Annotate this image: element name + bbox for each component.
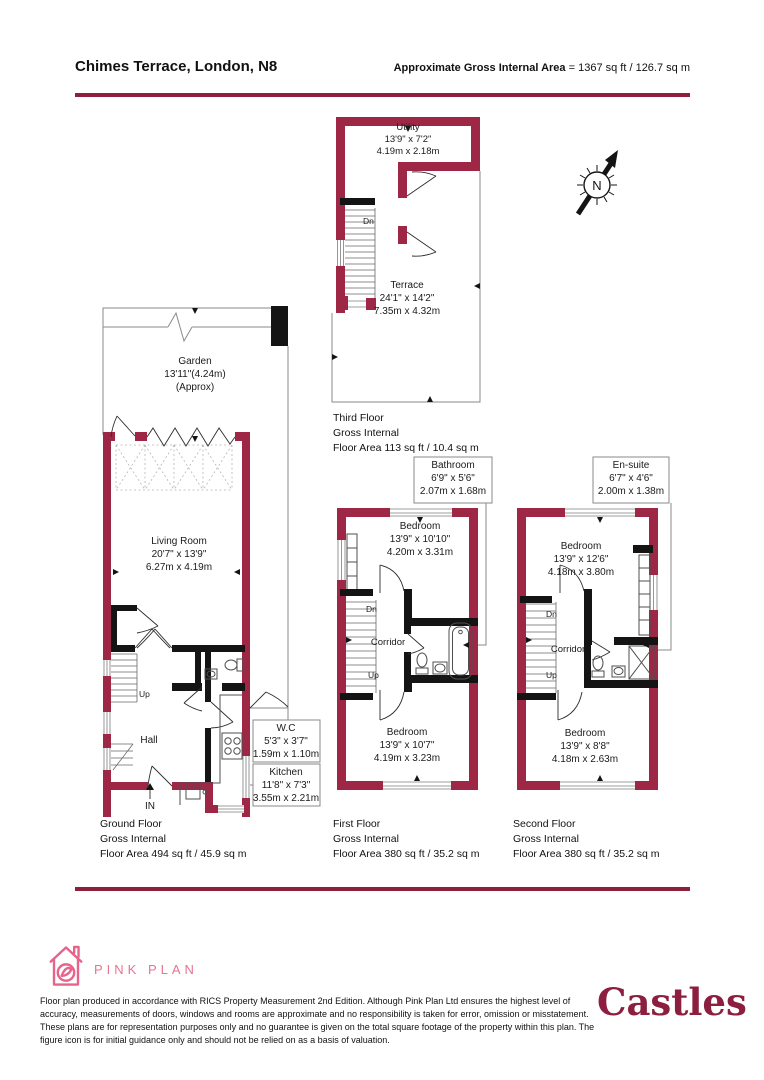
bedroom-front-first-label: Bedroom 13'9" x 10'10" 4.20m x 3.31m [386, 521, 454, 558]
house-leaf-icon [51, 947, 82, 985]
toilet-icon [416, 653, 428, 674]
bedroom-back-second-label: Bedroom 13'9" x 8'8" 4.18m x 2.63m [551, 728, 619, 765]
stairs-up-label: Up [368, 670, 379, 680]
garden-label: Garden 13'11"(4.24m) (Approx) [164, 356, 226, 393]
corridor-second-label: Corridor [550, 644, 586, 655]
bifold-doors [147, 428, 235, 446]
stairs-up-label: Up [139, 689, 150, 699]
decking-hatch [116, 445, 232, 490]
toilet-icon [225, 659, 243, 671]
hall-label: Hall [140, 735, 158, 746]
break-line [168, 313, 192, 341]
third-floor-caption: Third Floor Gross Internal Floor Area 113 sq ft / 10.4 sq m [333, 412, 479, 454]
ground-floor-caption: Ground Floor Gross Internal Floor Area 494 sq ft / 45.9 sq m [100, 818, 247, 860]
sink-icon [612, 666, 625, 677]
area-label: Approximate Gross Internal Area [393, 62, 566, 74]
windows [103, 660, 250, 813]
wardrobe [347, 534, 357, 590]
ensuite-label: En-suite 6'7" x 4'6" 2.00m x 1.38m [597, 460, 665, 497]
utility-label: Utility 13'9" x 7'2" 4.19m x 2.18m [376, 122, 440, 157]
stairs-down-label: Dn [363, 216, 374, 226]
third-floor-plan [332, 117, 480, 402]
kitchen-label: Kitchen 11'8" x 7'3" 3.55m x 2.21m [252, 767, 320, 804]
bathtub-icon [449, 623, 472, 679]
stairs-down-label: Dn [366, 604, 377, 614]
second-floor-caption: Second Floor Gross Internal Floor Area 380 sq ft / 35.2 sq m [513, 818, 660, 860]
stairs-up-label: Up [546, 670, 557, 680]
staircase [111, 654, 137, 770]
compass-north-label: N [592, 178, 602, 193]
bedroom-front-second-label: Bedroom 13'9" x 12'6" 4.18m x 3.80m [547, 541, 615, 578]
bathroom-label: Bathroom 6'9" x 5'6" 2.07m x 1.68m [419, 460, 487, 497]
area-value: = 1367 sq ft / 126.7 sq m [568, 62, 690, 74]
footer-divider [75, 887, 690, 891]
living-room-label: Living Room 20'7" x 13'9" 6.27m x 4.19m [145, 536, 213, 573]
disclaimer-text: Floor plan produced in accordance with RICS Property Measurement 2nd Edition. Although Pink Plan Ltd ensures the highest level of accuracy, measurements of doors, windows and rooms are approximate and no responsibility is taken for error, omission or misstatement. These plans are for representation purposes only and no guarantee is given on the total square footage of the property within this plan. The figure icon is for initial guidance only and should not be relied on as a basis of valuation. [40, 996, 595, 1045]
wardrobe [639, 555, 650, 635]
corridor-first-label: Corridor [370, 637, 406, 648]
header-rule [75, 93, 690, 97]
castles-logo: Castles [597, 980, 747, 1024]
pink-plan-wordmark: PINK PLAN [94, 962, 198, 977]
bedroom-back-first-label: Bedroom 13'9" x 10'7" 4.19m x 3.23m [373, 727, 441, 764]
toilet-icon [592, 656, 604, 677]
sink-icon [433, 662, 447, 674]
wc-label: W.C 5'3" x 3'7" 1.59m x 1.10m [252, 723, 320, 760]
stairs-down-label: Dn [546, 609, 557, 619]
terrace-label: Terrace 24'1" x 14'2" 7.35m x 4.32m [373, 280, 441, 317]
gross-internal-area [394, 62, 690, 74]
first-floor-caption: First Floor Gross Internal Floor Area 380 sq ft / 35.2 sq m [333, 818, 480, 860]
entrance-label: IN [145, 801, 155, 812]
page-title: Chimes Terrace, London, N8 [75, 58, 278, 75]
garden-structure [271, 306, 288, 346]
pink-plan-logo [44, 942, 88, 990]
compass [577, 150, 618, 214]
